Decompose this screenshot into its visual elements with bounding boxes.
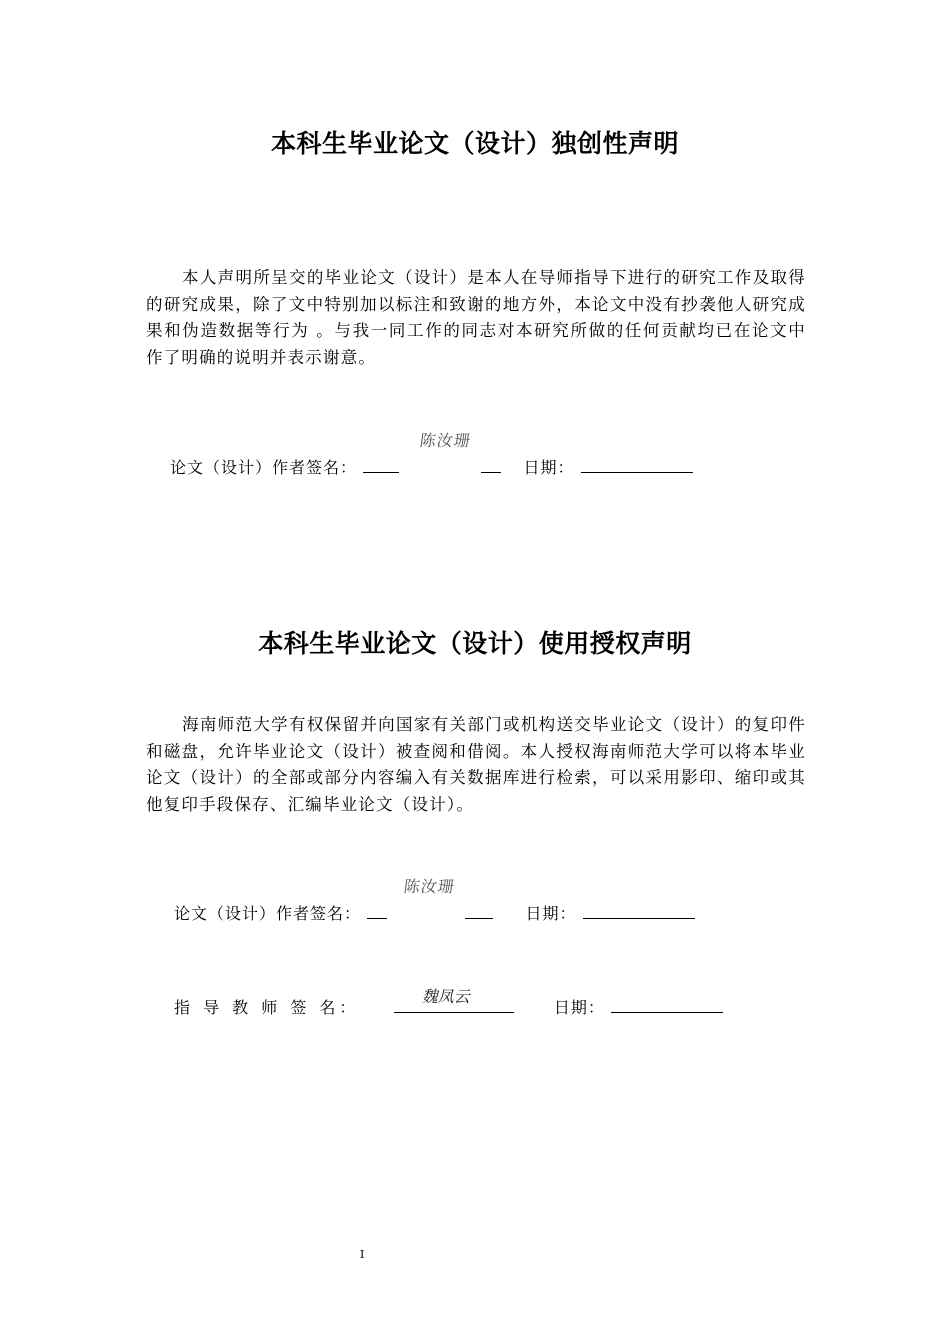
advisor-signature: 魏凤云: [421, 987, 470, 1006]
authorization-author-signature: 陈汝珊: [402, 877, 457, 896]
originality-author-blank: [363, 454, 399, 473]
originality-body: 本人声明所呈交的毕业论文（设计）是本人在导师指导下进行的研究工作及取得的研究成果，除了文中特别加以标注和致谢的地方外，本论文中没有抄袭他人研究成果和伪造数据等行为 。与我一同工作的同志对本研究所做的任何贡献均已在论文中作了明确的说明并表示谢意。: [146, 268, 806, 367]
originality-signature-line: [170, 454, 693, 478]
authorization-author-blank-2: [465, 900, 493, 919]
advisor-label: 指 导 教 师 签 名：: [174, 998, 360, 1017]
originality-author-signature: 陈汝珊: [418, 431, 473, 450]
originality-author-label: 论文（设计）作者签名：: [170, 458, 358, 477]
advisor-date-blank: [611, 994, 723, 1013]
advisor-blank: [394, 987, 514, 1013]
originality-date-label: 日期：: [523, 458, 575, 477]
authorization-date-label: 日期：: [525, 904, 577, 923]
authorization-author-blank: [367, 900, 387, 919]
authorization-date-blank: [583, 900, 695, 919]
originality-date-blank: [581, 454, 693, 473]
authorization-body: 海南师范大学有权保留并向国家有关部门或机构送交毕业论文（设计）的复印件和磁盘，允许毕业论文（设计）被查阅和借阅。本人授权海南师范大学可以将本毕业论文（设计）的全部或部分内容编入有关数据库进行检索，可以采用影印、缩印或其他复印手段保存、汇编毕业论文（设计）。: [146, 715, 806, 814]
authorization-title: 本科生毕业论文（设计）使用授权声明: [258, 629, 692, 658]
originality-title: 本科生毕业论文（设计）独创性声明: [270, 129, 679, 158]
originality-author-blank-2: [481, 454, 501, 473]
advisor-date-label: 日期：: [553, 998, 605, 1017]
page-number: I: [360, 1248, 365, 1261]
authorization-author-label: 论文（设计）作者签名：: [174, 904, 362, 923]
advisor-signature-line: [174, 987, 723, 1018]
authorization-signature-line: [174, 900, 695, 924]
